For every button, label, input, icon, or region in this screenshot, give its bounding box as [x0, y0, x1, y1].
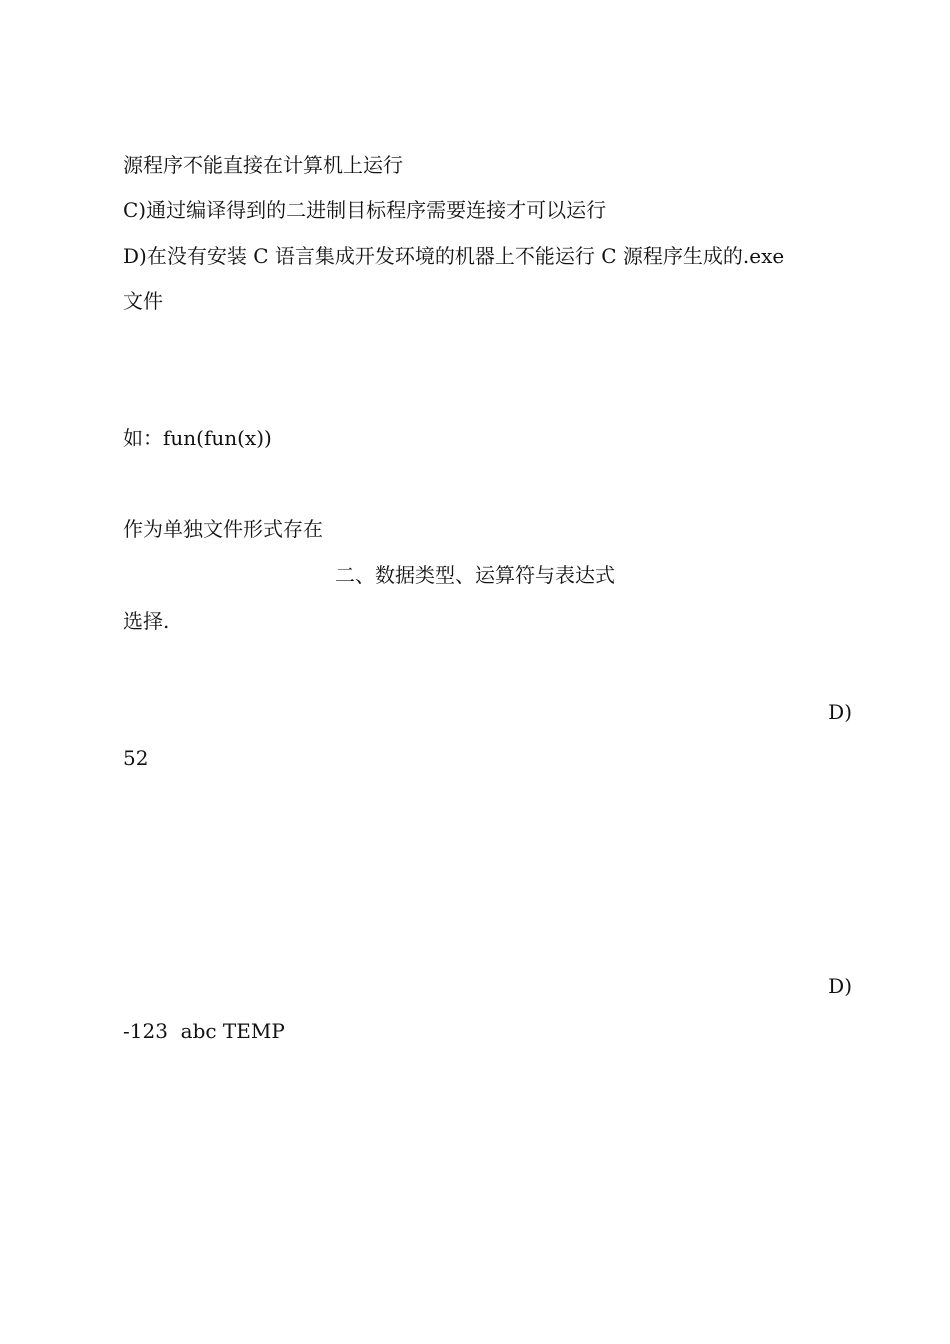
s3-options-row	[123, 971, 852, 1001]
s2-stem-row	[123, 788, 852, 818]
q6-option-d: D)在没有安装 C 语言集成开发环境的机器上不能运行 C 源程序生成的.exe	[123, 244, 785, 268]
s3-option-d-continuation: -123 abc TEMP	[123, 1019, 285, 1043]
q7-stem-row	[123, 332, 852, 362]
s1-option-d-continuation: 52	[123, 746, 149, 770]
q6-row-ab	[123, 104, 852, 134]
q7-row-cd	[123, 469, 852, 499]
s2-options-row-2	[123, 880, 852, 910]
s3-option-d: D)	[828, 974, 852, 998]
section-heading: 二、数据类型、运算符与表达式	[335, 563, 615, 587]
s2-options-row	[123, 834, 852, 864]
s4-options-row-2	[123, 1153, 852, 1183]
s4-options-row-1	[123, 1108, 852, 1138]
s1-stem-row	[123, 652, 852, 682]
s1-option-d: D)	[828, 700, 852, 724]
q7-option-b-continuation: 如：fun(fun(x))	[123, 426, 272, 450]
q6-option-d-continuation: 文件	[123, 289, 163, 313]
s4-stem-row	[123, 1062, 852, 1092]
s1-options-row	[168, 697, 852, 727]
q6-option-c: C)通过编译得到的二进制目标程序需要连接才可以运行	[123, 198, 607, 222]
section-subheading: 选择.	[123, 609, 170, 633]
s3-stem-row	[123, 926, 852, 956]
q6-option-b-continuation: 源程序不能直接在计算机上运行	[123, 153, 403, 177]
q7-row-ab	[123, 378, 852, 408]
q7-option-d-continuation: 作为单独文件形式存在	[123, 517, 323, 541]
s5-stem-row	[123, 1199, 852, 1229]
